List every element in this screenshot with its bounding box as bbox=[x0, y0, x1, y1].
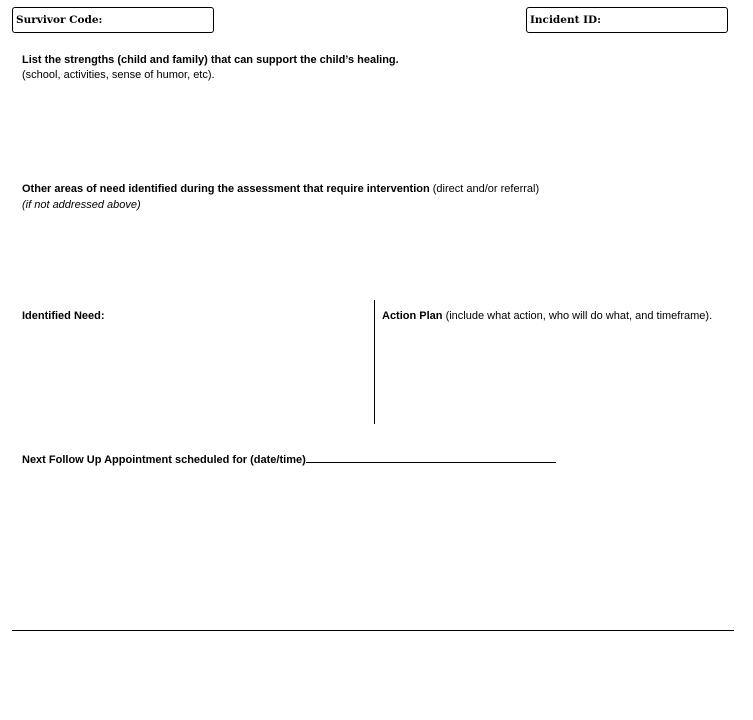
action-plan-label bbox=[382, 309, 722, 324]
bottom-divider bbox=[12, 630, 734, 631]
other-needs-heading-bold: Other areas of need identified during the assessment that require intervention bbox=[22, 183, 430, 195]
followup-appointment bbox=[22, 451, 556, 467]
identified-need-label: Identified Need: bbox=[22, 310, 105, 322]
survivor-code-label: Survivor Code: bbox=[16, 14, 103, 26]
incident-id-label: Incident ID: bbox=[530, 14, 601, 26]
column-divider bbox=[374, 300, 375, 424]
other-needs-heading bbox=[22, 182, 539, 196]
other-needs-hint: (if not addressed above) bbox=[22, 199, 141, 211]
incident-id-field[interactable] bbox=[526, 7, 728, 33]
followup-label: Next Follow Up Appointment scheduled for (date/time) bbox=[22, 454, 306, 466]
strengths-heading: List the strengths (child and family) that can support the child’s healing. bbox=[22, 54, 399, 66]
other-needs-heading-normal: (direct and/or referral) bbox=[429, 183, 540, 195]
followup-date-field[interactable] bbox=[306, 451, 556, 463]
survivor-code-field[interactable] bbox=[12, 7, 214, 33]
strengths-hint: (school, activities, sense of humor, etc). bbox=[22, 69, 215, 81]
action-plan-normal: (include what action, who will do what, and timeframe). bbox=[442, 310, 713, 322]
action-plan-bold: Action Plan bbox=[382, 310, 443, 322]
